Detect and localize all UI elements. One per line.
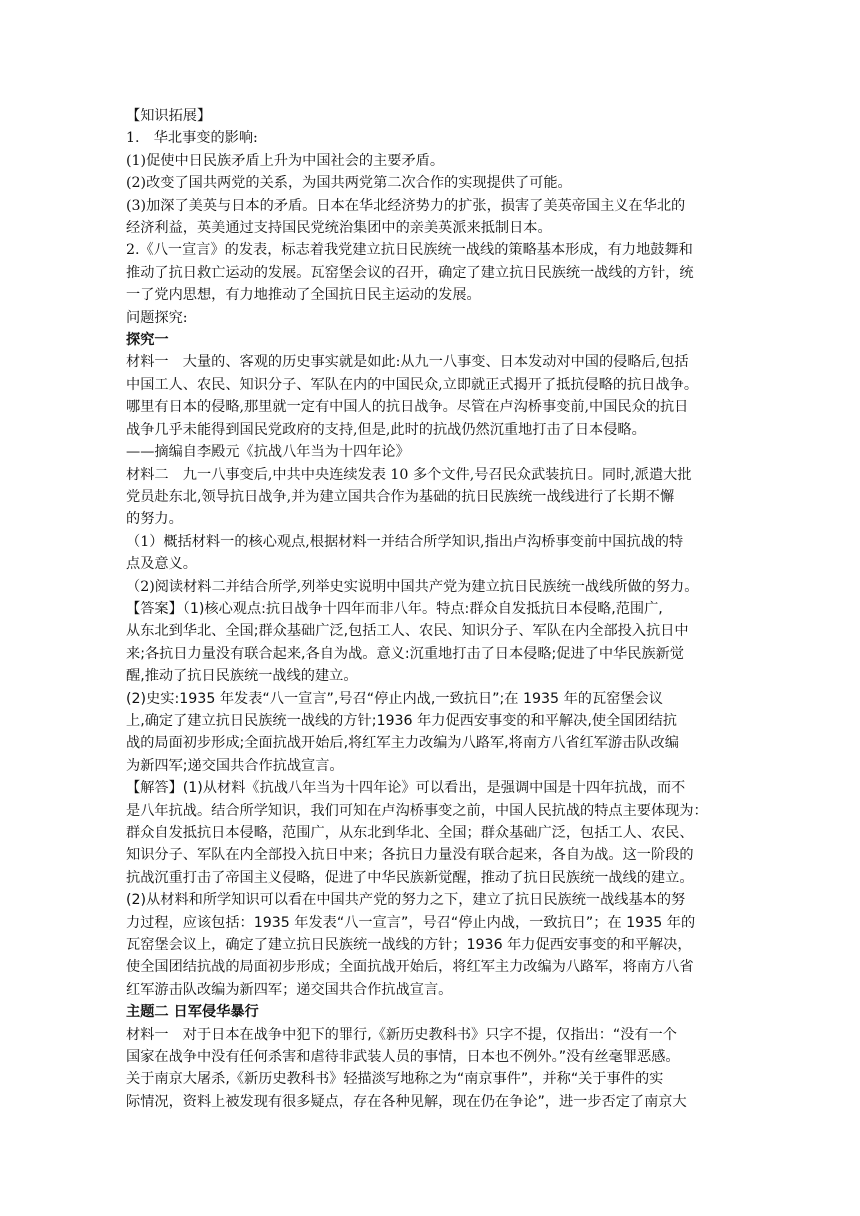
text-line: 党员赴东北,领导抗日战争,并为建立国共合作为基础的抗日民族统一战线进行了长期不懈 <box>126 488 675 505</box>
text-line: (1)促使中日民族矛盾上升为中国社会的主要矛盾。 <box>126 152 445 169</box>
text-line: 问题探究: <box>126 309 188 326</box>
answer-line: 上,确定了建立抗日民族统一战线的方针;1936 年力促西安事变的和平解决,使全国团结抗 <box>126 712 677 729</box>
explanation-line: 【解答】(1)从材料《抗战八年当为十四年论》可以看出，是强调中国是十四年抗战，而不 <box>126 780 686 797</box>
answer-line: 战的局面初步形成;全面抗战开始后,将红军主力改编为八路军,将南方八省红军游击队改编 <box>126 735 679 752</box>
text-line: 关于南京大屠杀,《新历史教科书》轻描淡写地称之为“南京事件”，并称“关于事件的实 <box>126 1071 664 1088</box>
answer-line: (2)史实:1935 年发表“八一宣言”,号召“停止内战,一致抗日”;在 1935 年的瓦窑堡会议 <box>126 690 663 707</box>
text-line: 2.《八一宣言》的发表，标志着我党建立抗日民族统一战线的策略基本形成，有力地鼓舞和 <box>126 242 693 259</box>
explanation-line: 是八年抗战。结合所学知识，我们可知在卢沟桥事变之前，中国人民抗战的特点主要体现为： <box>126 802 708 819</box>
text-line: 国家在战争中没有任何杀害和虐待非武装人员的事情，日本也不例外。”没有丝毫罪恶感。 <box>126 1049 680 1066</box>
text-line: 际情况，资料上被发现有很多疑点，存在各种见解，现在仍在争论”，进一步否定了南京大 <box>126 1093 687 1110</box>
heading-knowledge-expansion: 【知识拓展】 <box>126 108 212 124</box>
text-line: 材料一 对于日本在战争中犯下的罪行,《新历史教科书》只字不提，仅指出：“没有一个 <box>126 1026 677 1043</box>
text-line: 材料二 九一八事变后,中共中央连续发表 10 多个文件,号召民众武装抗日。同时,派遣大批 <box>126 466 692 483</box>
answer-line: 为新四军;递交国共合作抗战宣言。 <box>126 757 344 774</box>
explanation-line: 抗战沉重打击了帝国主义侵略，促进了中华民族新觉醒，推动了抗日民族统一战线的建立。 <box>126 869 694 886</box>
text-line: 的努力。 <box>126 511 183 528</box>
text-line: 1. 华北事变的影响: <box>126 130 258 147</box>
text-line: 经济利益，英美通过支持国民党统治集团中的亲美英派来抵制日本。 <box>126 220 552 237</box>
text-line: 材料一 大量的、客观的历史事实就是如此:从九一八事变、日本发动对中国的侵略后,包括 <box>126 354 689 371</box>
section-heading-theme-2: 主题二 日军侵华暴行 <box>126 1004 259 1021</box>
text-line: (2)改变了国共两党的关系，为国共两党第二次合作的实现提供了可能。 <box>126 175 572 192</box>
explanation-line: 力过程，应该包括：1935 年发表“八一宣言”，号召“停止内战，一致抗日”；在 1935 年的 <box>126 914 696 931</box>
answer-line: 醒,推动了抗日民族统一战线的建立。 <box>126 668 358 685</box>
question-line: （1）概括材料一的核心观点,根据材料一并结合所学知识,指出卢沟桥事变前中国抗战的特 <box>126 533 684 550</box>
explanation-line: 瓦窑堡会议上，确定了建立抗日民族统一战线的方针；1936 年力促西安事变的和平解决， <box>126 937 692 954</box>
explanation-line: (2)从材料和所学知识可以看在中国共产党的努力之下，建立了抗日民族统一战线基本的努 <box>126 892 686 909</box>
citation-line: ——摘编自李殿元《抗战八年当为十四年论》 <box>126 444 410 461</box>
answer-line: 【答案】（1)核心观点:抗日战争十四年而非八年。特点:群众自发抵抗日本侵略,范围广, <box>126 600 663 617</box>
question-line: 点及意义。 <box>126 556 197 573</box>
text-line: 推动了抗日救亡运动的发展。瓦窑堡会议的召开，确定了建立抗日民族统一战线的方针，统 <box>126 264 694 281</box>
document-page <box>126 105 738 1113</box>
answer-line: 来;各抗日力量没有联合起来,各自为战。意义:沉重地打击了日本侵略;促进了中华民族新觉 <box>126 645 684 662</box>
text-line: 中国工人、农民、知识分子、军队在内的中国民众,立即就正式揭开了抵抗侵略的抗日战争。 <box>126 376 699 393</box>
text-line: 战争几乎未能得到国民党政府的支持,但是,此时的抗战仍然沉重地打击了日本侵略。 <box>126 421 646 438</box>
section-heading-explore-1: 探究一 <box>126 332 169 349</box>
text-line: 哪里有日本的侵略,那里就一定有中国人的抗日战争。尽管在卢沟桥事变前,中国民众的抗日 <box>126 399 689 416</box>
explanation-line: 使全国团结抗战的局面初步形成；全面抗战开始后，将红军主力改编为八路军，将南方八省 <box>126 959 694 976</box>
answer-line: 从东北到华北、全国;群众基础广泛,包括工人、农民、知识分子、军队在内全部投入抗日中 <box>126 623 689 640</box>
question-line: （2)阅读材料二并结合所学,列举史实说明中国共产党为建立抗日民族统一战线所做的努力。 <box>126 578 699 595</box>
explanation-line: 群众自发抵抗日本侵略，范围广，从东北到华北、全国；群众基础广泛，包括工人、农民、 <box>126 825 694 841</box>
text-line: 一了党内思想，有力地推动了全国抗日民主运动的发展。 <box>126 287 481 304</box>
explanation-line: 知识分子、军队在内全部投入抗日中来；各抗日力量没有联合起来，各自为战。这一阶段的 <box>126 847 694 864</box>
text-line: (3)加深了美英与日本的矛盾。日本在华北经济势力的扩张，损害了美英帝国主义在华北的 <box>126 197 686 214</box>
explanation-line: 红军游击队改编为新四军；递交国共合作抗战宣言。 <box>126 981 453 998</box>
